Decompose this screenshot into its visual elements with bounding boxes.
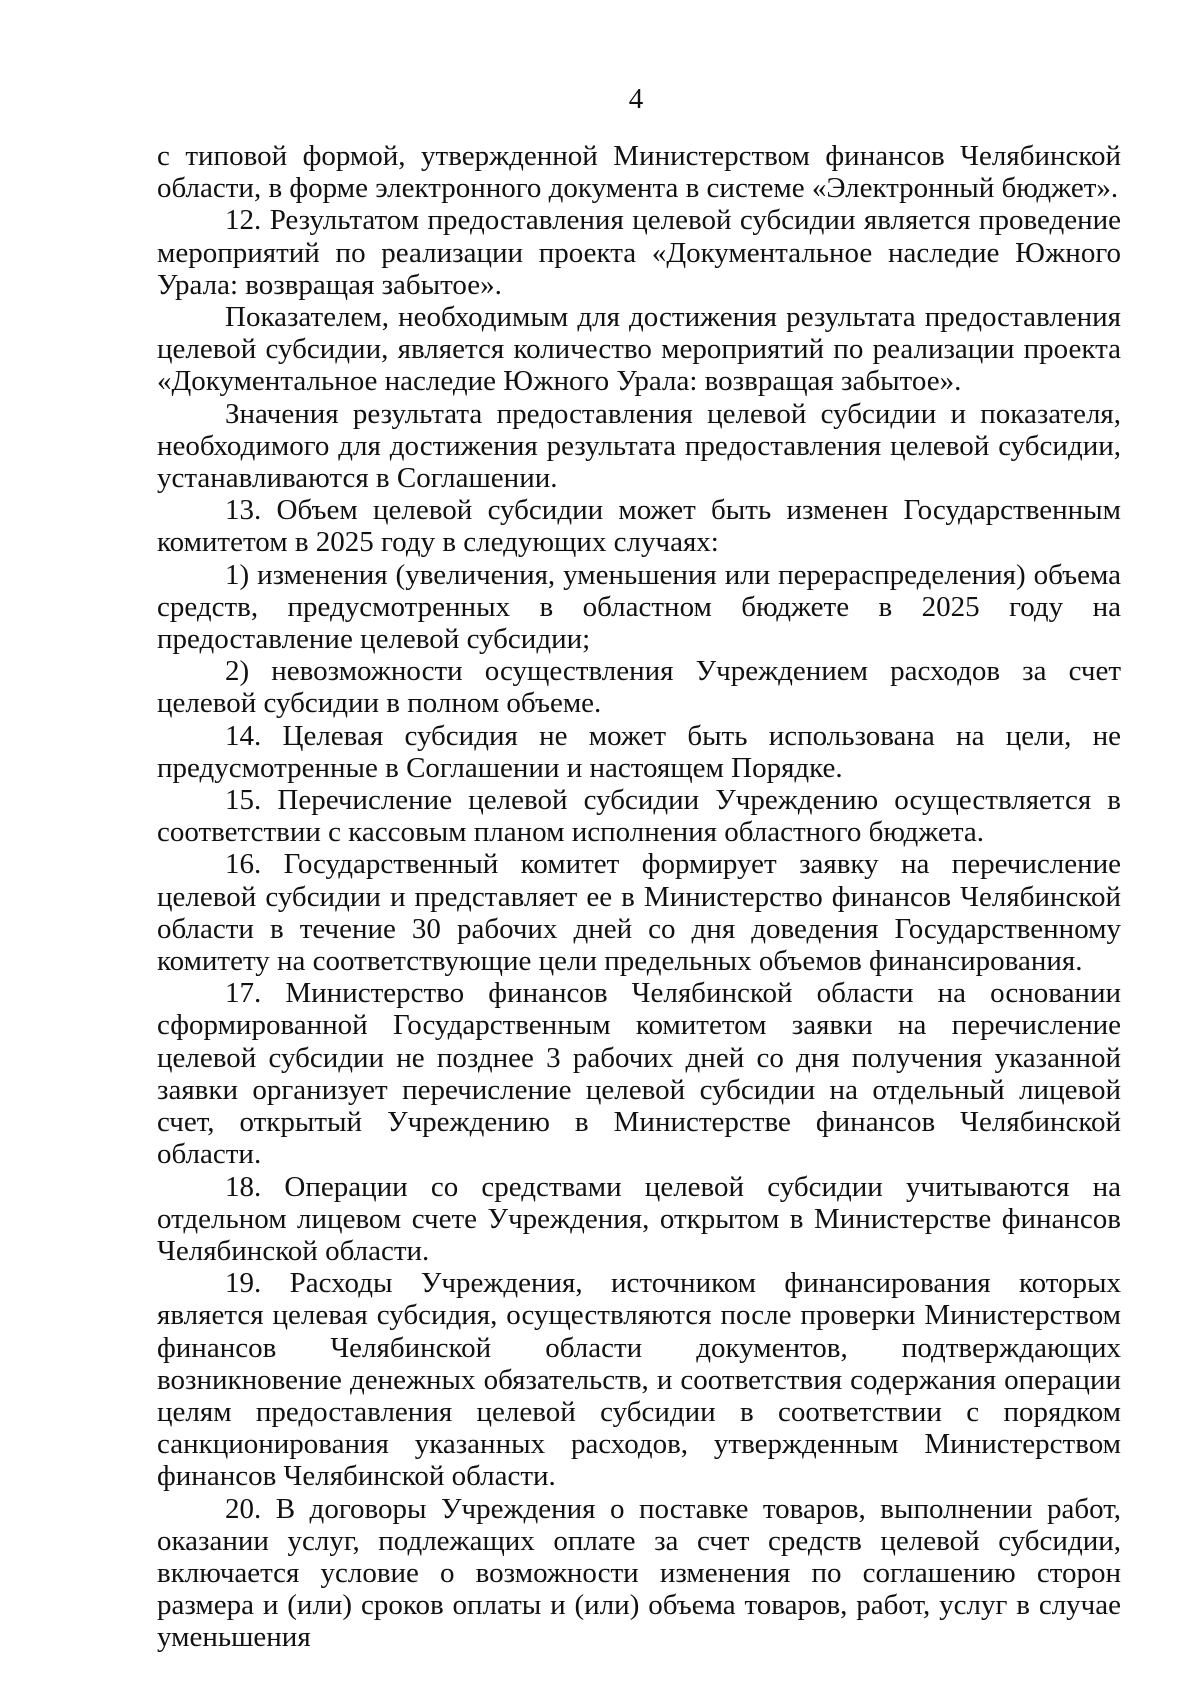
paragraph-12: 12. Результатом предоставления целевой субсидии является проведение мероприятий по реализации проекта «Документальное наследие Южного Урала: возвращая забытое». [157, 204, 1121, 301]
paragraph-16: 16. Государственный комитет формирует заявку на перечисление целевой субсидии и представляет ее в Министерство финансов Челябинской области в течение 30 рабочих дней со дня доведения Государственному комитету на соответствующие цели предельных объемов финансирования. [157, 848, 1121, 978]
paragraph-15: 15. Перечисление целевой субсидии Учреждению осуществляется в соответствии с кассовым планом исполнения областного бюджета. [157, 784, 1121, 849]
page-number: 4 [628, 83, 644, 115]
paragraph-12-indicator: Показателем, необходимым для достижения результата предоставления целевой субсидии, является количество мероприятий по реализации проекта «Документальное наследие Южного Урала: возвращая забытое». [157, 301, 1121, 398]
paragraph-20: 20. В договоры Учреждения о поставке товаров, выполнении работ, оказании услуг, подлежащих оплате за счет средств целевой субсидии, включается условие о возможности изменения по соглашению сторон размера и (или) сроков оплаты и (или) объема товаров, работ, услуг в случае уменьшения [157, 1492, 1121, 1654]
paragraph-13-item-2: 2) невозможности осуществления Учреждением расходов за счет целевой субсидии в полном объеме. [157, 655, 1121, 720]
paragraph-19: 19. Расходы Учреждения, источником финансирования которых является целевая субсидия, осуществляются после проверки Министерством финансов Челябинской области документов, подтверждающих возникновение денежных обязательств, и соответствия содержания операции целям предоставления целевой субсидии в соответствии с порядком санкционирования указанных расходов, утвержденным Министерством финансов Челябинской области. [157, 1267, 1121, 1493]
paragraph-17: 17. Министерство финансов Челябинской области на основании сформированной Государственным комитетом заявки на перечисление целевой субсидии не позднее 3 рабочих дней со дня получения указанной заявки организует перечисление целевой субсидии на отдельный лицевой счет, открытый Учреждению в Министерстве финансов Челябинской области. [157, 977, 1121, 1171]
paragraph-13-item-1: 1) изменения (увеличения, уменьшения или перераспределения) объема средств, предусмотренных в областном бюджете в 2025 году на предоставление целевой субсидии; [157, 558, 1121, 656]
paragraph-12-values: Значения результата предоставления целевой субсидии и показателя, необходимого для достижения результата предоставления целевой субсидии, устанавливаются в Соглашении. [157, 397, 1121, 495]
paragraph-continuation: с типовой формой, утвержденной Министерством финансов Челябинской области, в форме электронного документа в системе «Электронный бюджет». [157, 140, 1121, 205]
document-body [157, 140, 1121, 1654]
paragraph-13: 13. Объем целевой субсидии может быть изменен Государственным комитетом в 2025 году в следующих случаях: [157, 494, 1121, 559]
paragraph-18: 18. Операции со средствами целевой субсидии учитываются на отдельном лицевом счете Учреждения, открытом в Министерстве финансов Челябинской области. [157, 1170, 1121, 1267]
paragraph-14: 14. Целевая субсидия не может быть использована на цели, не предусмотренные в Соглашении и настоящем Порядке. [157, 719, 1121, 784]
